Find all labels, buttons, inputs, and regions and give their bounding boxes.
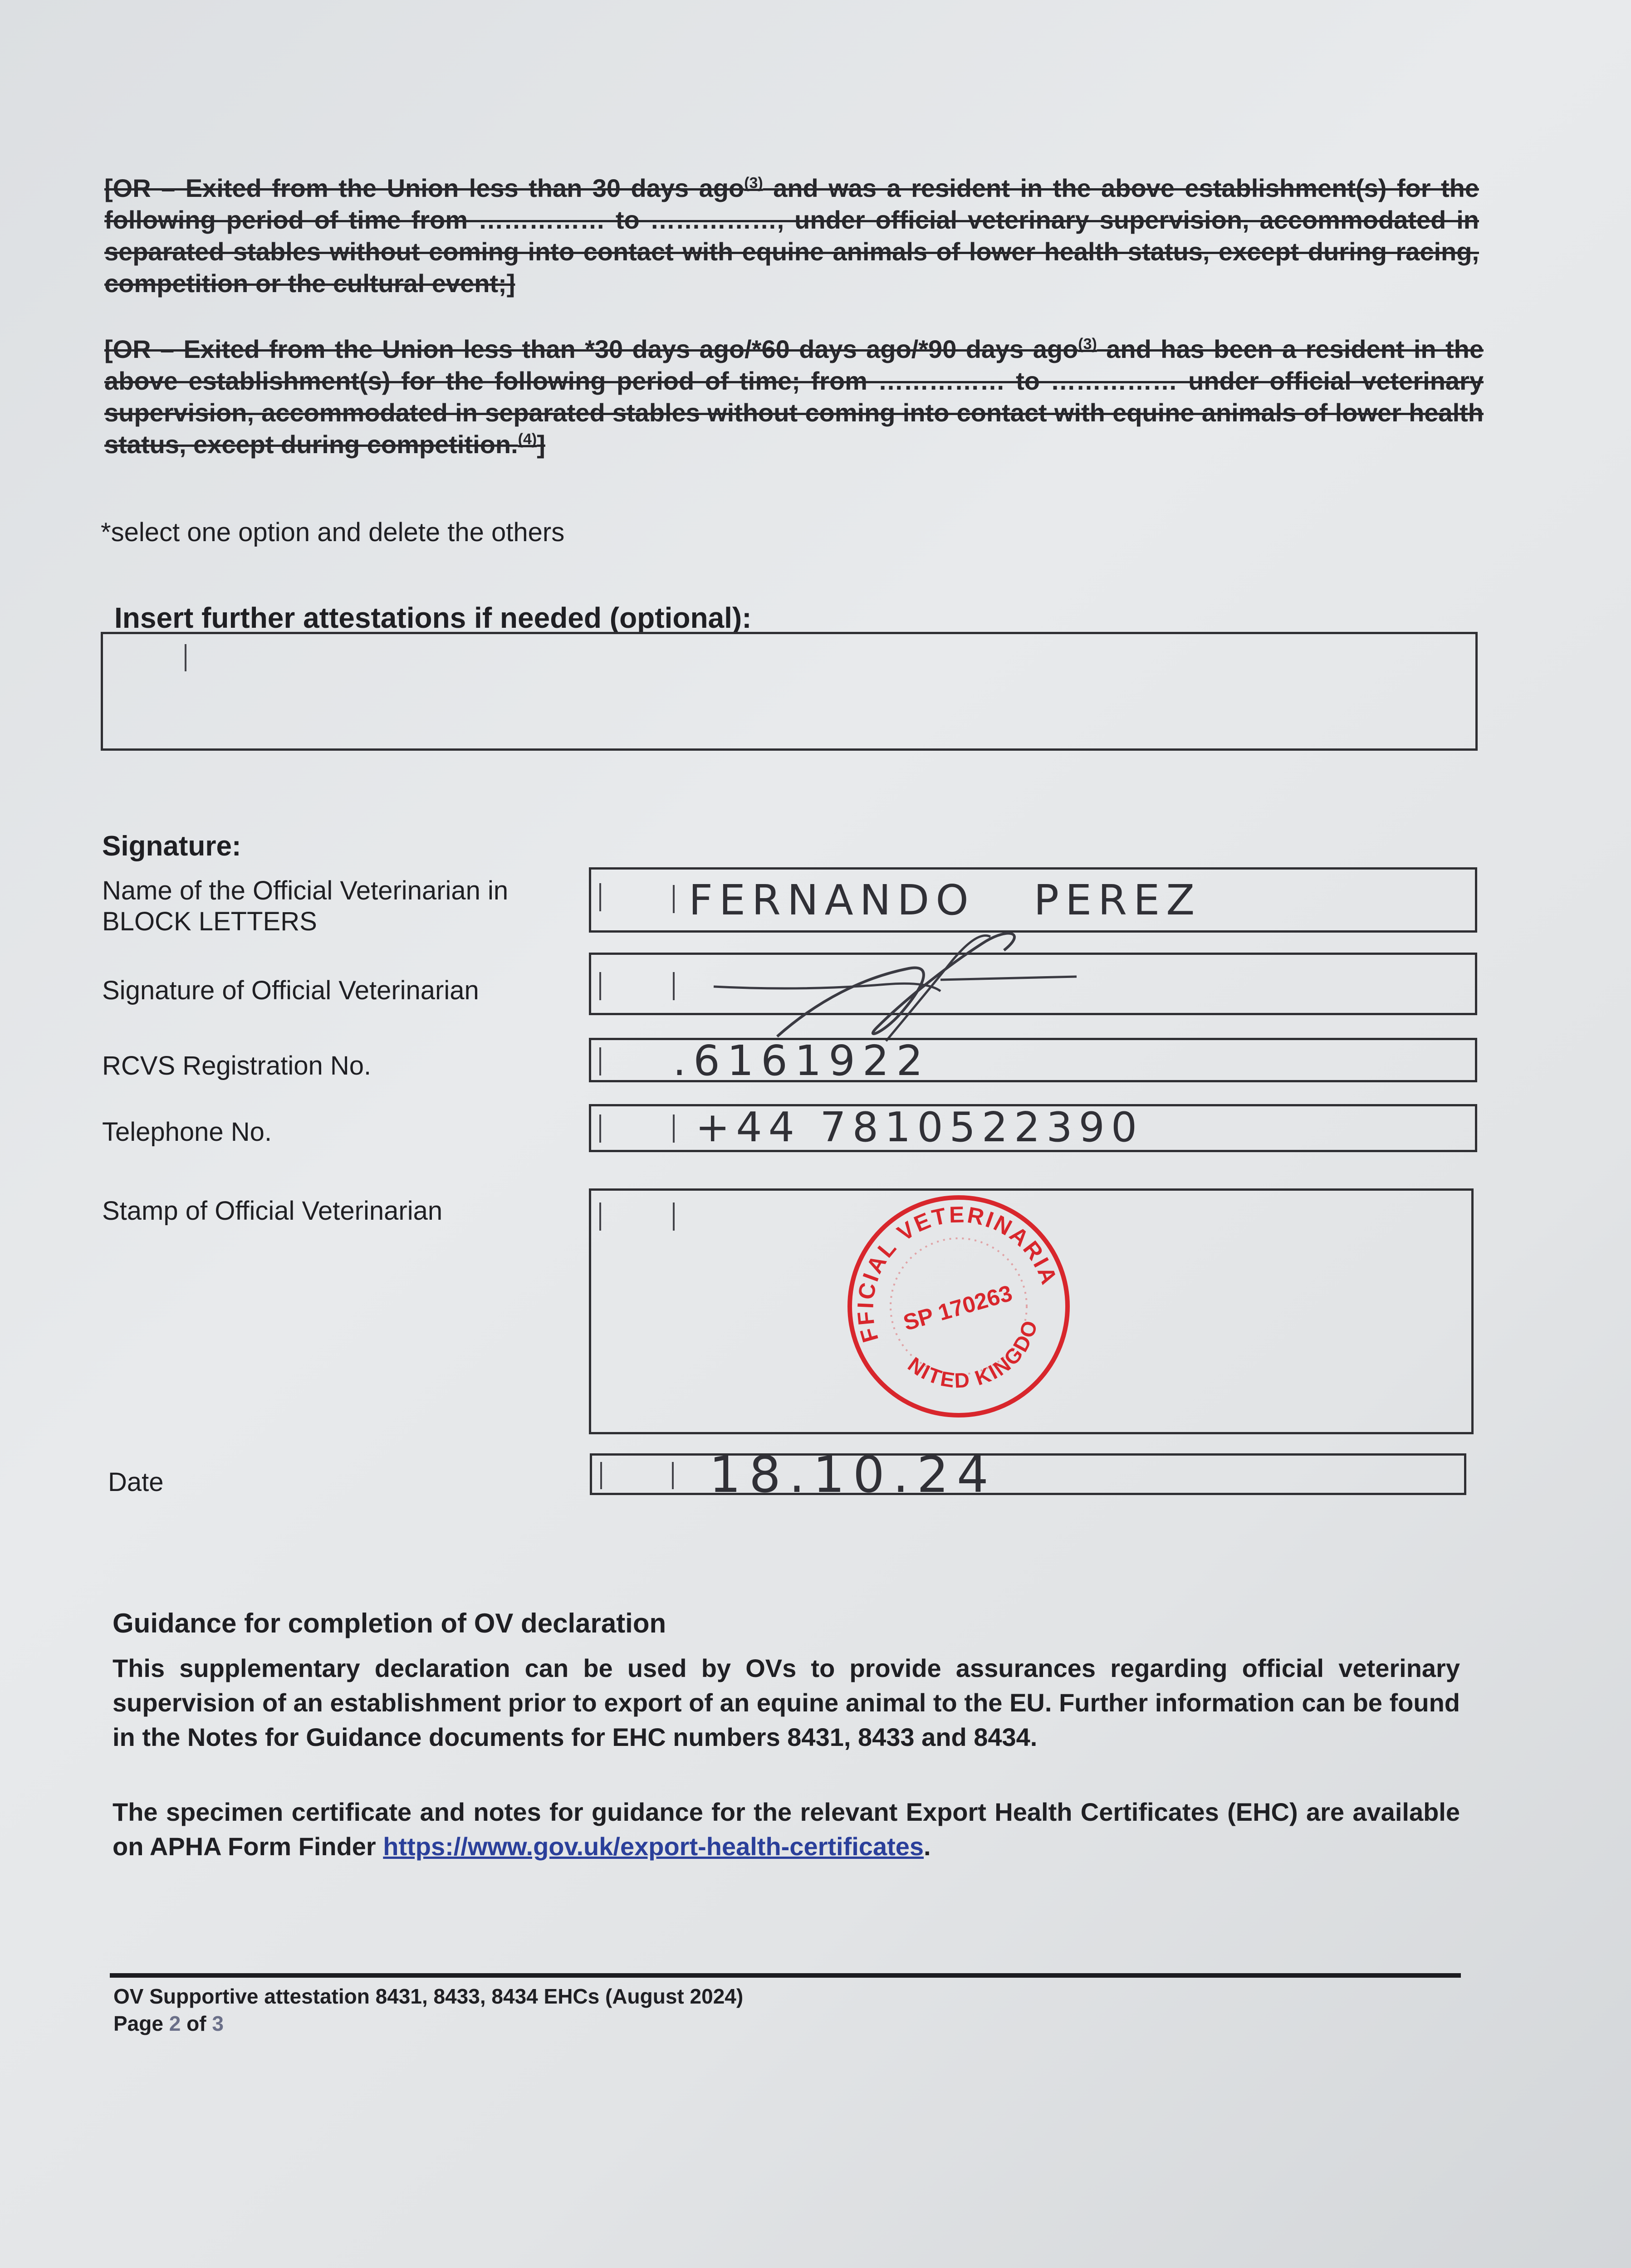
telephone-value: +44 7810522390 (696, 1104, 1144, 1151)
handwritten-signature-icon (714, 923, 1167, 1023)
stamp-text-center: SP 170263 (900, 1280, 1015, 1336)
date-field[interactable] (590, 1446, 1466, 1504)
date-label: Date (108, 1467, 164, 1497)
telephone-field[interactable] (589, 1104, 1477, 1152)
text-cursor-icon (599, 1047, 601, 1075)
text-cursor-icon (600, 1462, 602, 1489)
guidance-paragraph-2: The specimen certificate and notes for guidance for the relevant Export Health Certificates (EHC) are available on APHA Form Finder https://www.gov.uk/export-health-certificates. (113, 1798, 1460, 1861)
official-veterinarian-stamp (832, 1177, 1086, 1431)
guidance-heading: Guidance for completion of OV declaration (113, 1608, 666, 1638)
text-cursor-icon (673, 1202, 675, 1231)
signature-label: Signature of Official Veterinarian (102, 976, 479, 1005)
struck-paragraph-2: [OR – Exited from the Union less than *30 days ago/*60 days ago/*90 days ago$^{(3)}$ and has been a resident in the above establishment(s) for the following period of time; from …………… to …………… under official veterinary supervision, accommodated in separated stables without coming into contact with equine animals of lower health status, except during competition.$^{(4)}$] (104, 335, 1484, 459)
stamp-text-bottom: UNITED KINGDOM (903, 1316, 1043, 1393)
footer-page-number: Page 2 of 3 (113, 2012, 224, 2035)
text-cursor-icon (673, 885, 675, 913)
export-health-certificates-link[interactable]: https://www.gov.uk/export-health-certificates (383, 1832, 924, 1861)
text-cursor-icon (599, 883, 601, 911)
signature-field[interactable] (589, 953, 1477, 1015)
stamp-text-top: OFFICIAL VETERINARIAN (852, 1202, 1063, 1345)
text-cursor-icon (673, 1114, 675, 1143)
stamp-label: Stamp of Official Veterinarian (102, 1196, 443, 1226)
rcvs-value: .6161922 (673, 1036, 930, 1085)
stamp-field (589, 1188, 1474, 1434)
text-cursor-icon (599, 1114, 601, 1143)
signature-heading: Signature: (102, 831, 241, 862)
text-cursor-icon (672, 1462, 674, 1489)
footer-divider (110, 1973, 1461, 1978)
rcvs-label: RCVS Registration No. (102, 1051, 372, 1080)
date-value: 18.10.24 (709, 1446, 997, 1504)
name-label: Name of the Official Veterinarian in BLOCK LETTERS (102, 876, 509, 936)
text-cursor-icon (185, 644, 186, 671)
guidance-paragraph-1: This supplementary declaration can be used by OVs to provide assurances regarding official veterinary supervision of an establishment prior to export of an equine animal to the EU. Further information can be found in the Notes for Guidance documents for EHC numbers 8431, 8433 and 8434. (113, 1654, 1460, 1751)
text-cursor-icon (673, 972, 675, 1000)
struck-paragraph-1: [OR – Exited from the Union less than 30 days ago$^{(3)}$ and was a resident in the above establishment(s) for the following period of time from …………… to ……………, under official veterinary supervision, accommodated in separated stables without coming into contact with equine animals of lower health status, except during racing, competition or the cultural event;] (104, 174, 1479, 298)
rcvs-field[interactable] (589, 1036, 1477, 1085)
text-cursor-icon (599, 1202, 601, 1231)
further-attestations-heading: Insert further attestations if needed (optional): (114, 601, 752, 634)
footer-title: OV Supportive attestation 8431, 8433, 8434 EHCs (August 2024) (113, 1984, 744, 2008)
name-value: FERNANDO PEREZ (689, 876, 1201, 924)
further-attestations-input[interactable] (101, 632, 1478, 751)
select-option-note: *select one option and delete the others (101, 518, 565, 547)
telephone-label: Telephone No. (102, 1117, 272, 1147)
text-cursor-icon (599, 972, 601, 1000)
